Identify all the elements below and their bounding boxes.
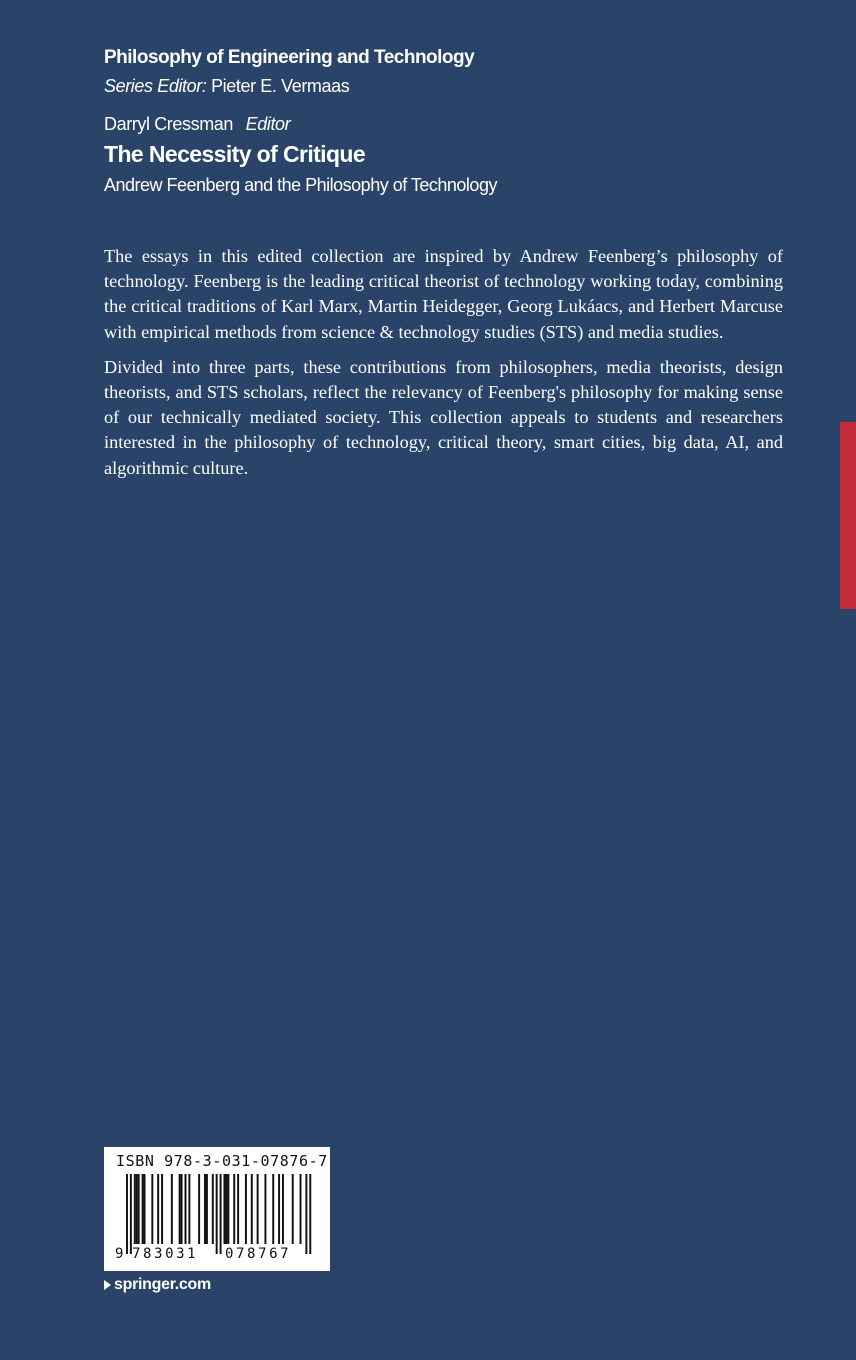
barcode-bar — [181, 1174, 183, 1244]
barcode-first-digit: 9 — [115, 1246, 124, 1262]
barcode-bar — [264, 1174, 266, 1244]
barcode-bar — [157, 1174, 159, 1244]
barcode-bar — [185, 1174, 187, 1244]
barcode-bar — [204, 1174, 206, 1244]
series-title: Philosophy of Engineering and Technology — [104, 47, 475, 68]
barcode-bar — [134, 1174, 136, 1244]
barcode-bar — [206, 1174, 208, 1244]
barcode-bar — [225, 1174, 227, 1244]
barcode-bar — [278, 1174, 280, 1244]
accent-tab — [840, 422, 856, 609]
barcode-bar — [245, 1174, 247, 1244]
barcode-right-digits: 078767 — [225, 1246, 292, 1262]
isbn-barcode — [104, 1147, 330, 1271]
book-editor-name: Darryl Cressman — [104, 114, 234, 134]
barcode-bar — [216, 1174, 218, 1254]
barcode-bar — [237, 1174, 239, 1244]
barcode-bar — [251, 1174, 253, 1244]
triangle-right-icon — [104, 1280, 111, 1290]
barcode-bar — [282, 1174, 284, 1244]
book-editor-role: Editor — [245, 114, 291, 134]
publisher-link[interactable] — [104, 1276, 211, 1294]
barcode-bar — [257, 1174, 259, 1244]
barcode-bar — [130, 1174, 132, 1254]
barcode-bar — [144, 1174, 146, 1244]
barcode-bar — [161, 1174, 163, 1244]
barcode-bar — [233, 1174, 235, 1244]
publisher-url: springer.com — [114, 1276, 211, 1293]
book-subtitle: Andrew Feenberg and the Philosophy of Technology — [104, 175, 497, 195]
blurb-paragraph: Divided into three parts, these contributions from philosophers, media theorists, design theorists, and STS scholars, reflect the relevancy of Feenberg's philosophy for making sense of our technically mediated society. This collection appeals to students and researchers interested in the philosophy of technology, critical theory, smart cities, big data, AI, and algorithmic culture. — [104, 356, 783, 478]
barcode-bar — [136, 1174, 138, 1244]
barcode-bar — [179, 1174, 181, 1244]
blurb — [104, 244, 783, 491]
isbn-label: ISBN 978-3-031-07876-7 — [116, 1152, 328, 1170]
barcode-bar — [305, 1174, 307, 1254]
barcode-bar — [220, 1174, 222, 1254]
barcode-bar — [309, 1174, 311, 1254]
barcode-bar — [198, 1174, 200, 1244]
barcode-bar — [224, 1174, 226, 1244]
barcode-bar — [142, 1174, 144, 1244]
barcode-bar — [227, 1174, 229, 1244]
book-title: The Necessity of Critique — [104, 141, 366, 167]
barcode-bar — [171, 1174, 173, 1244]
barcode-bar — [292, 1174, 294, 1244]
series-editor — [104, 76, 349, 97]
barcode-bar — [126, 1174, 128, 1254]
barcode-bar — [138, 1174, 140, 1244]
barcode-bar — [272, 1174, 274, 1244]
blurb-paragraph: The essays in this edited collection are inspired by Andrew Feenberg’s philosophy of technology. Feenberg is the leading critical theorist of technology working today, combining the critical traditions of Karl Marx, Martin Heidegger, Georg Lukáacs, and Herbert Marcuse with empirical methods from science & technology studies (STS) and media studies. — [104, 246, 783, 342]
barcode-bar — [212, 1174, 214, 1244]
barcode-bar — [151, 1174, 153, 1244]
book-editor — [104, 114, 290, 135]
barcode-bar — [188, 1174, 190, 1244]
barcode-left-digits: 783031 — [132, 1246, 199, 1262]
barcode-bar — [300, 1174, 302, 1244]
series-editor-label: Series Editor: — [104, 76, 207, 96]
series-editor-name: Pieter E. Vermaas — [211, 76, 350, 96]
